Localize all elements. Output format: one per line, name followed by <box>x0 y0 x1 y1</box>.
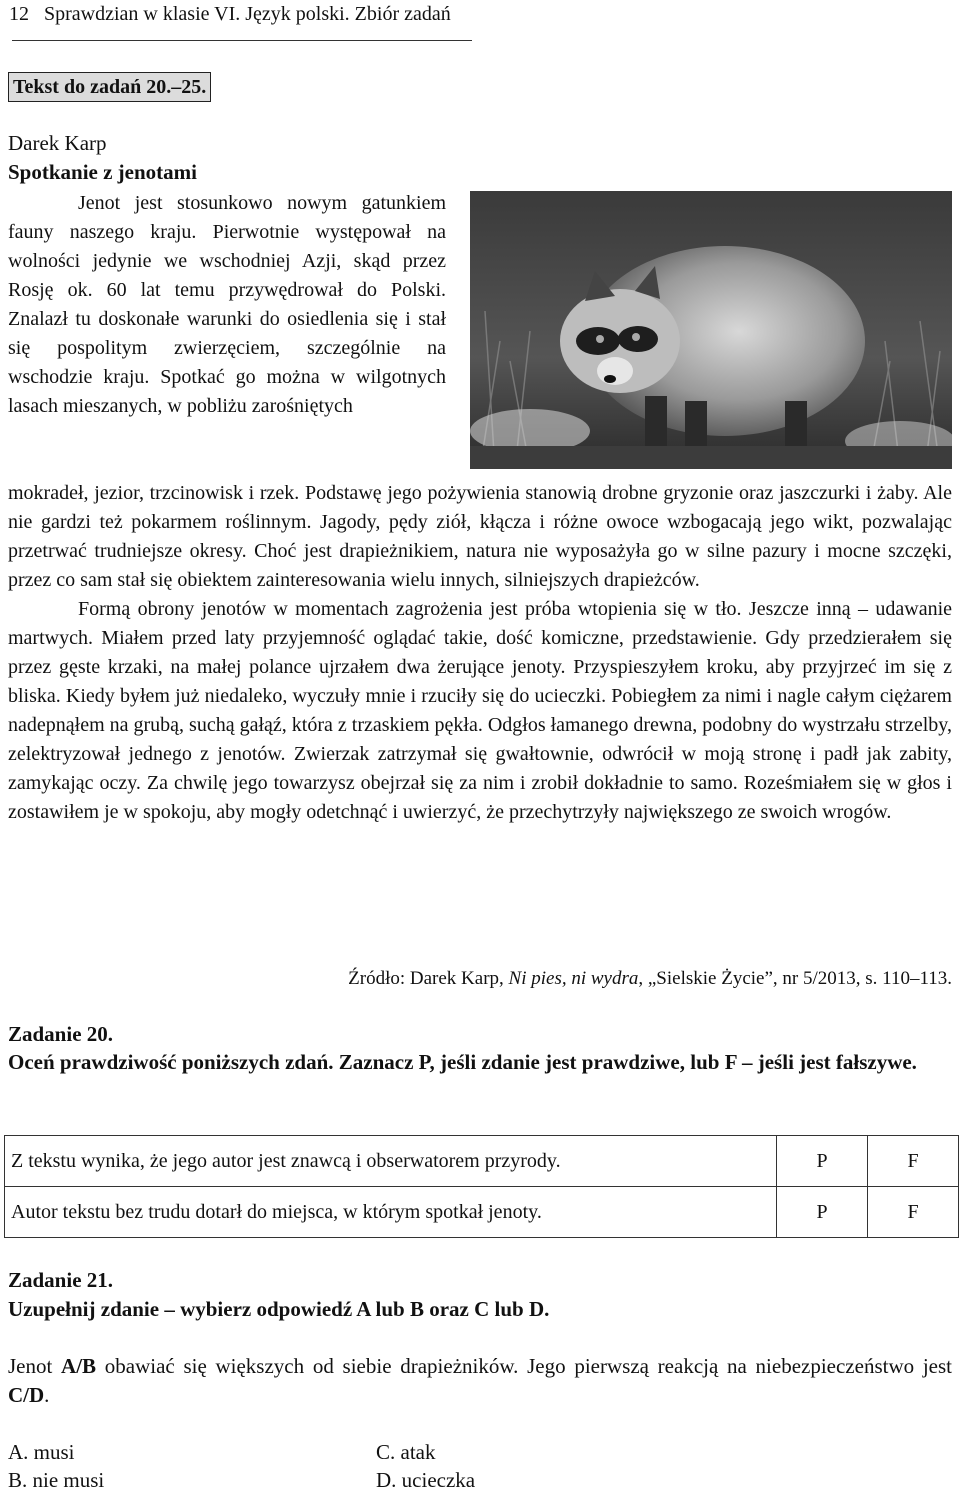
task20-heading: Zadanie 20. <box>8 1022 114 1046</box>
article-body <box>8 479 952 827</box>
source-work-title: Ni pies, ni wydra <box>508 968 639 989</box>
section-tag: Tekst do zadań 20.–25. <box>8 72 211 102</box>
answer-p-1[interactable]: P <box>777 1136 868 1187</box>
page-header <box>9 0 451 28</box>
task20-instruction: Oceń prawdziwość poniższych zdań. Zaznacz P, jeśli zdanie jest prawdziwe, lub F – jeśli jest fałszywe. <box>8 1050 917 1074</box>
article-title: Spotkanie z jenotami <box>8 160 197 184</box>
article-paragraph-1b: mokradeł, jezior, trzcinowisk i rzek. Podstawę jego pożywienia stanowią drobne gryzonie oraz jaszczurki i żaby. Ale nie gardzi też pokarmem roślinnym. Jagody, pędy ziół, kłącza i różne owoce wzbogacają jego wikt, pozwalając przetrwać trudniejsze okresy. Choć jest drapieżnikiem, natura nie wyposażyła go w silne pazury i mocne szczęki, przez co sam stał się obiektem zainteresowania wielu innych, silniejszych drapieżców. <box>8 482 952 591</box>
sentence-part: . <box>44 1383 50 1407</box>
raccoon-dog-photo <box>470 191 952 469</box>
source-suffix: , „Sielskie Życie”, nr 5/2013, s. 110–113. <box>638 968 952 989</box>
option-b[interactable]: B. nie musi <box>8 1468 105 1492</box>
task21-sentence <box>8 1352 952 1410</box>
article-intro-column <box>8 189 446 421</box>
answer-p-2[interactable]: P <box>777 1187 868 1238</box>
sentence-part: Jenot <box>8 1354 62 1378</box>
sentence-part: obawiać się większych od siebie drapieżników. Jego pierwszą reakcją na niebezpieczeństwo jest <box>96 1354 953 1378</box>
article-author: Darek Karp <box>8 131 107 155</box>
statement-2: Autor tekstu bez trudu dotarł do miejsca, w którym spotkał jenoty. <box>5 1187 777 1238</box>
article-paragraph-1a: Jenot jest stosunkowo nowym gatunkiem fauny naszego kraju. Pierwotnie występował na wolności jedynie we wschodniej Azji, skąd przez Rosję ok. 60 lat temu przywędrował do Polski. Znalazł tu doskonałe warunki do osiedlenia się i stał się pospolitym zwierzęciem, szczególnie na wschodzie kraju. Spotkać go można w wilgotnych lasach mieszanych, w pobliżu zarośniętych <box>8 192 446 417</box>
gap-cd[interactable]: C/D <box>8 1383 45 1407</box>
header-divider <box>12 40 472 41</box>
table-row <box>5 1187 959 1238</box>
option-c[interactable]: C. atak <box>376 1440 436 1464</box>
task21-heading: Zadanie 21. <box>8 1268 114 1292</box>
page-number: 12 <box>9 3 29 25</box>
statement-1: Z tekstu wynika, że jego autor jest znawcą i obserwatorem przyrody. <box>5 1136 777 1187</box>
answer-f-2[interactable]: F <box>868 1187 959 1238</box>
task21-instruction: Uzupełnij zdanie – wybierz odpowiedź A lub B oraz C lub D. <box>8 1297 550 1321</box>
source-citation <box>348 966 952 992</box>
gap-ab[interactable]: A/B <box>61 1354 97 1378</box>
true-false-table <box>4 1135 959 1238</box>
table-row <box>5 1136 959 1187</box>
article-paragraph-2: Formą obrony jenotów w momentach zagrożenia jest próba wtopienia się w tło. Jeszcze inną – udawanie martwych. Miałem przed laty przyjemność oglądać takie, dość komiczne, przedstawienie. Gdy przedzierałem się przez gęste krzaki, na małej polance ujrzałem dwa żerujące jenoty. Przyspieszyłem kroku, aby przyjrzeć im się z bliska. Kiedy byłem już niedaleko, wyczuły mnie i rzuciły się do ucieczki. Pobiegłem za nimi i nagle całym ciężarem nadepnąłem na grubą, suchą gałąź, która z trzaskiem pękła. Odgłos łamanego drewna, podobny do wystrzału strzelby, zelektryzował jednego z jenotów. Zwierzak zatrzymał się gwałtownie, odwrócił w moją stronę i padł jak zabity, zamykając oczy. Za chwilę jego towarzysz obejrzał się za nim i zrobił dokładnie to samo. Roześmiałem się w głos i zostawiłem je w spokoju, aby mogły odetchnąć i uwierzyć, że przechytrzyły największego ze swoich wrogów. <box>8 598 952 823</box>
option-a[interactable]: A. musi <box>8 1440 75 1464</box>
source-prefix: Źródło: Darek Karp, <box>348 968 509 989</box>
running-title: Sprawdzian w klasie VI. Język polski. Zbiór zadań <box>44 3 451 25</box>
option-d[interactable]: D. ucieczka <box>376 1468 476 1492</box>
answer-f-1[interactable]: F <box>868 1136 959 1187</box>
